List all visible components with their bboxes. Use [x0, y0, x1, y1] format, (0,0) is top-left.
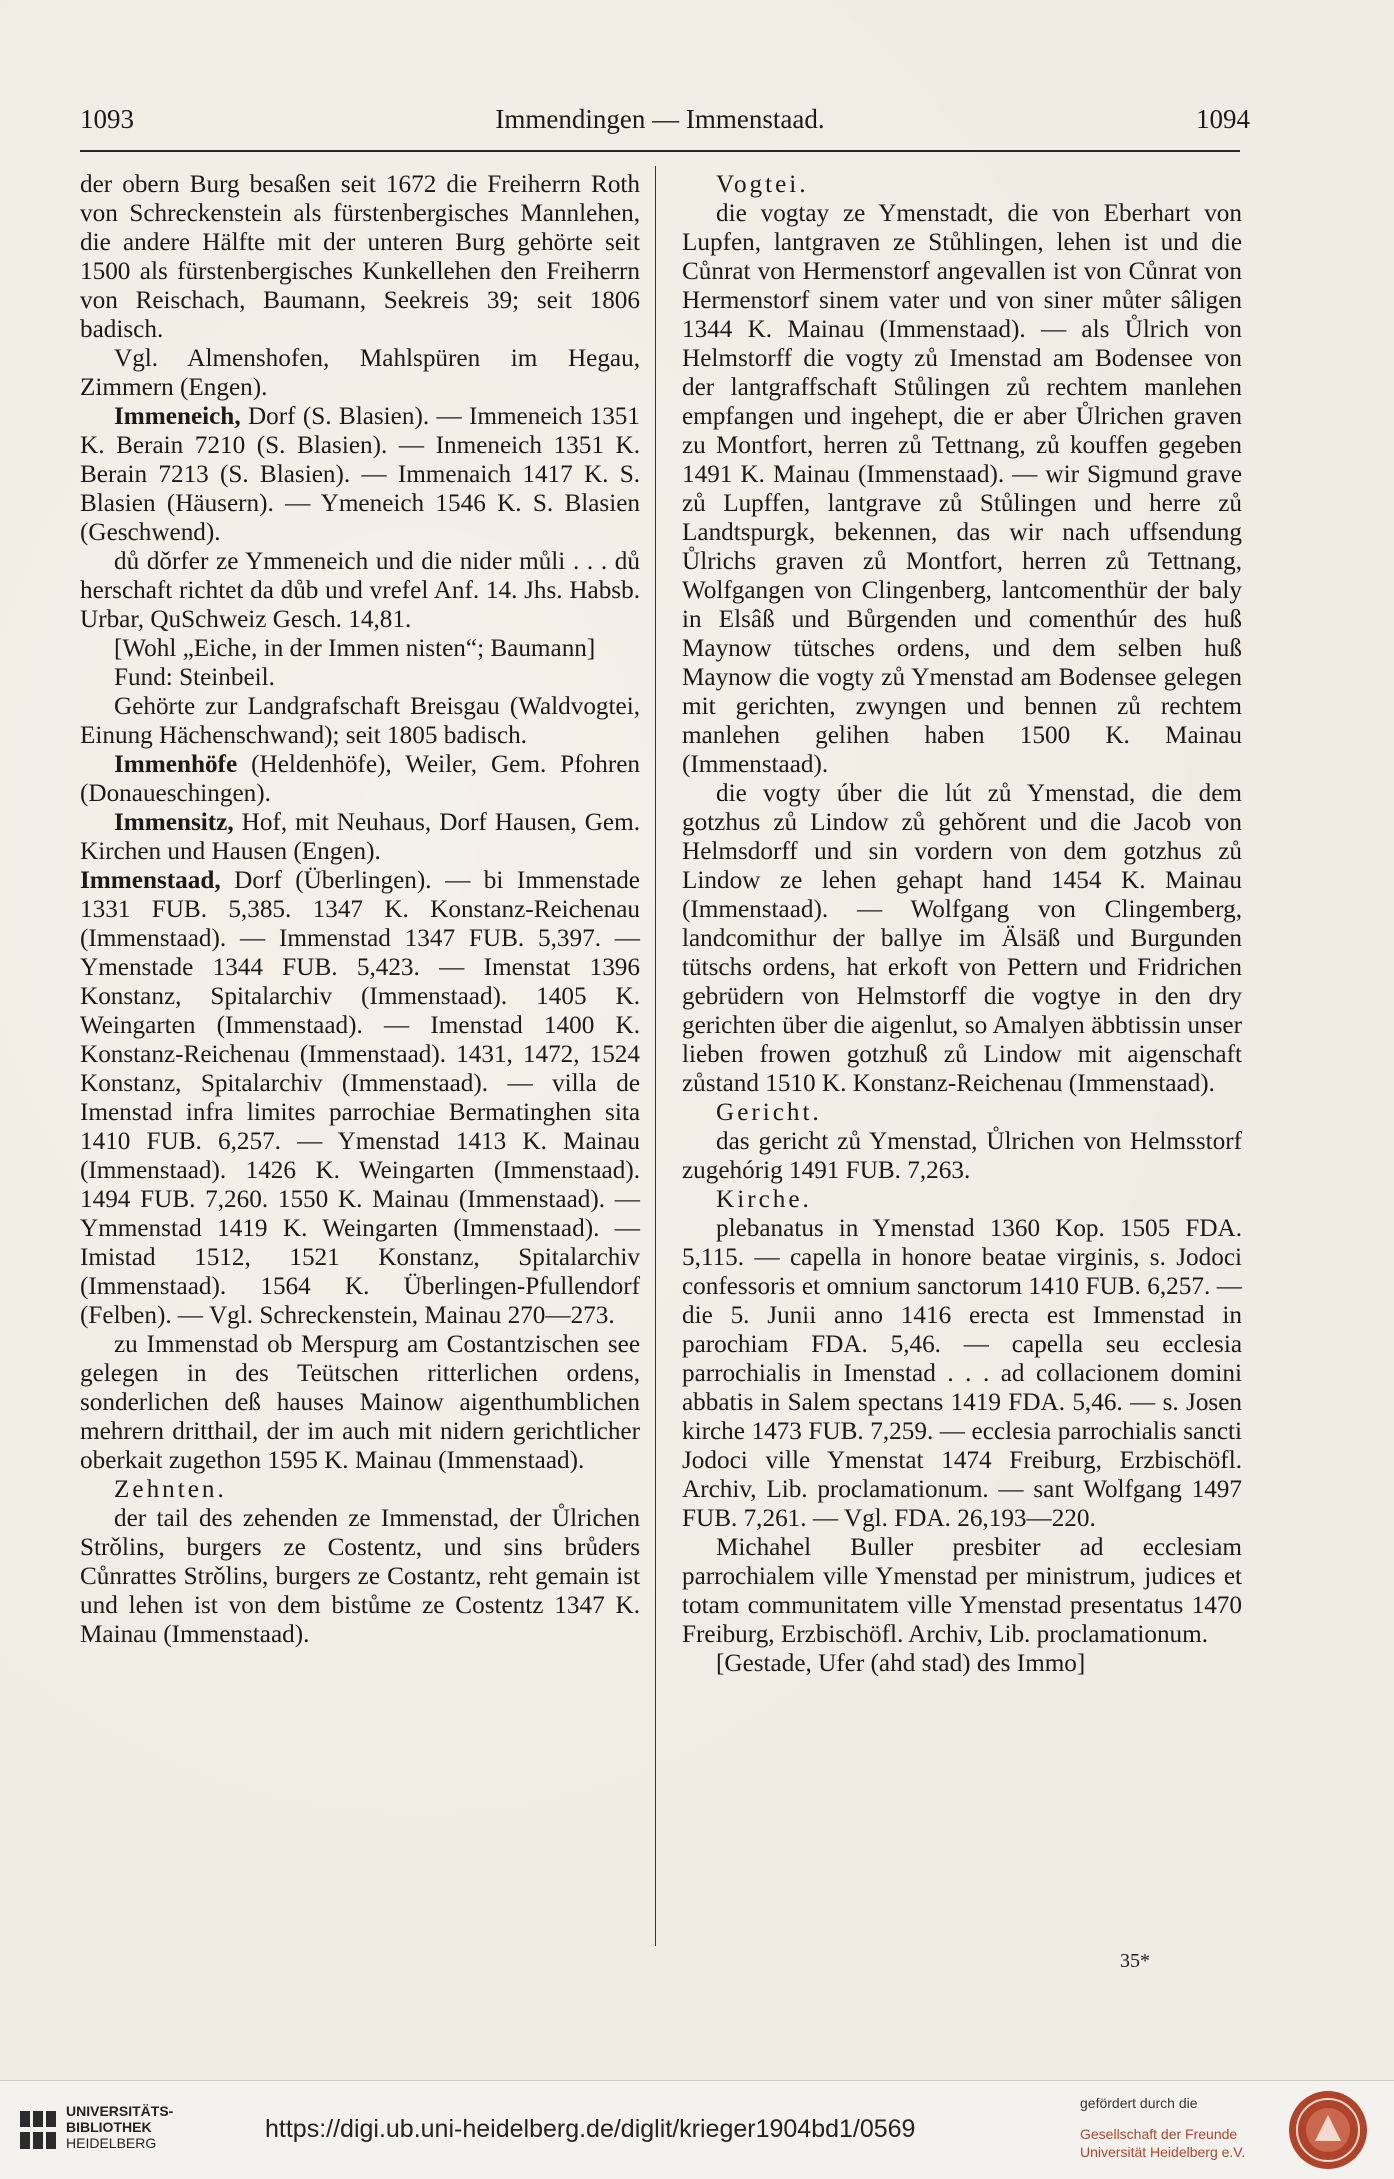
left-column — [80, 170, 640, 1649]
section-heading: Zehnten. — [114, 1476, 227, 1503]
entry-headword: Immeneich, — [114, 403, 241, 430]
right-column — [682, 170, 1242, 1678]
paragraph: der obern Burg besaßen seit 1672 die Freiherrn Roth von Schreckenstein als fürstenbergisches Mannlehen, die andere Hälfte mit der unteren Burg gehörte seit 1500 als fürstenbergisches Kunkellehen den Freiherrn von Reischach, Baumann, Seekreis 39; seit 1806 badisch. — [80, 171, 640, 343]
paragraph: Vgl. Almenshofen, Mahlspüren im Hegau, Zimmern (Engen). — [80, 345, 640, 401]
entry-headword: Immenstaad, — [80, 867, 221, 894]
viewer-footer — [0, 2080, 1394, 2179]
entry-headword: Immenhöfe — [114, 751, 238, 778]
running-title: Immendingen — Immenstaad. — [495, 104, 825, 134]
lexicon-entry — [80, 402, 640, 547]
library-name-line2: BIBLIOTHEK — [66, 2119, 152, 2135]
page-number-right: 1094 — [1196, 104, 1250, 134]
entry-text: (Heldenhöfe), Weiler, Gem. Pfohren (Donaueschingen). — [80, 751, 640, 807]
university-seal-icon — [1287, 2089, 1369, 2171]
paragraph: Gehörte zur Landgrafschaft Breisgau (Waldvogtei, Einung Hächenschwand); seit 1805 badisch. — [80, 693, 640, 749]
paragraph: Fund: Steinbeil. — [114, 664, 275, 691]
section-heading: Vogtei. — [716, 171, 809, 198]
paragraph: plebanatus in Ymenstad 1360 Kop. 1505 FDA. 5,115. — capella in honore beatae virginis, s. Jodoci confessoris et omnium sanctorum 1410 FUB. 6,257. — die 5. Junii anno 1416 erecta est Immenstad in parochiam FDA. 5,46. — capella seu ecclesia parrochialis in Imenstad . . . ad collacionem domini abbatis in Salem spectans 1419 FDA. 5,46. — s. Josen kirche 1473 FUB. 7,259. — ecclesia parrochialis sancti Jodoci ville Ymenstat 1474 Freiburg, Erzbischöfl. Archiv, Lib. proclamationum. — sant Wolfgang 1497 FUB. 7,261. — Vgl. FDA. 26,193—220. — [682, 1215, 1242, 1532]
column-divider — [655, 166, 656, 1946]
library-name-line3: HEIDELBERG — [66, 2135, 157, 2151]
paragraph: der tail des zehenden ze Immenstad, der Ůlrichen Strǒlins, burgers ze Costentz, und sins brůders Cůnrattes Strǒlins, burgers ze Costantz, reht gemain ist und lehen ist von dem bistůme ze Costentz 1347 K. Mainau (Immenstaad). — [80, 1505, 640, 1648]
section-heading: Kirche. — [716, 1186, 812, 1213]
signature-mark: 35* — [1120, 1950, 1150, 1972]
paragraph: zu Immenstad ob Merspurg am Costantzischen see gelegen in des Teütschen ritterlichen ordens, sonderlichen deß hauses Mainow aigenthumblichen mehrern dritthail, der im auch mit nidern gerichtlicher oberkait zugethon 1595 K. Mainau (Immenstaad). — [80, 1331, 640, 1474]
section-heading: Gericht. — [716, 1099, 822, 1126]
paragraph: [Wohl „Eiche, in der Immen nisten“; Baumann] — [114, 635, 596, 662]
lexicon-entry — [80, 750, 640, 808]
paragraph: dů dǒrfer ze Ymmeneich und die nider můli . . . dů herschaft richtet da důb und vrefel Anf. 14. Jhs. Habsb. Urbar, QuSchweiz Gesch. 14,81. — [80, 548, 640, 633]
entry-text: Dorf (Überlingen). — bi Immenstade 1331 FUB. 5,385. 1347 K. Konstanz-Reichenau (Immenstaad). — Immenstad 1347 FUB. 5,397. — Ymenstade 1344 FUB. 5,423. — Imenstat 1396 Konstanz, Spitalarchiv (Immenstaad). 1405 K. Weingarten (Immenstaad). — Imenstad 1400 K. Konstanz-Reichenau (Immenstaad). 1431, 1472, 1524 Konstanz, Spitalarchiv (Immenstaad). — villa de Imenstad infra limites parrochiae Bermatinghen sita 1410 FUB. 6,257. — Ymenstad 1413 K. Mainau (Immenstaad). 1426 K. Weingarten (Immenstaad). 1494 FUB. 7,260. 1550 K. Mainau (Immenstaad). — Ymmenstad 1419 K. Weingarten (Immenstaad). — Imistad 1512, 1521 Konstanz, Spitalarchiv (Immenstaad). 1564 K. Überlingen-Pfullendorf (Felben). — Vgl. Schreckenstein, Mainau 270—273. — [80, 867, 640, 1329]
library-logo-icon — [18, 2107, 58, 2153]
library-name — [66, 2103, 173, 2151]
running-head — [70, 90, 1250, 140]
entry-text: Hof, mit Neuhaus, Dorf Hausen, Gem. Kirchen und Hausen (Engen). — [80, 809, 640, 865]
permalink-url[interactable]: https://digi.ub.uni-heidelberg.de/diglit/krieger1904bd1/0569 — [265, 2115, 916, 2143]
entry-headword: Immensitz, — [114, 809, 234, 836]
entry-text: Dorf (S. Blasien). — Immeneich 1351 K. Berain 7210 (S. Blasien). — Inmeneich 1351 K. Berain 7213 (S. Blasien). — Immenaich 1417 K. S. Blasien (Häusern). — Ymeneich 1546 K. S. Blasien (Geschwend). — [80, 403, 640, 546]
lexicon-entry — [80, 808, 640, 866]
sponsor-label: gefördert durch die — [1080, 2095, 1198, 2111]
book-page — [70, 90, 1290, 2050]
sponsor-name-line1: Gesellschaft der Freunde — [1080, 2126, 1238, 2142]
page-number-left: 1093 — [80, 104, 134, 134]
paragraph: die vogty úber die lút zů Ymenstad, die dem gotzhus zů Lindow zů gehǒrent und die Jacob von Helmsdorff und sin vordern von dem gotzhus zů Lindow ze lehen gehapt hand 1454 K. Mainau (Immenstaad). — Wolfgang von Clingemberg, landcomithur der ballye im Älsäß und Burgunden tütschs ordens, hat erkoft von Pettern und Fridrichen gebrüdern von Helmstorff die vogtye in den dry gerichten über die aigenlut, so Amalyen äbbtissin unser lieben frowen gotzhuß zů Lindow mit aigenschaft zůstand 1510 K. Konstanz-Reichenau (Immenstaad). — [682, 780, 1242, 1097]
sponsor-name — [1080, 2125, 1245, 2161]
paragraph: Michahel Buller presbiter ad ecclesiam parrochialem ville Ymenstad per ministrum, judices et totam communitatem ville Ymenstad presentatus 1470 Freiburg, Erzbischöfl. Archiv, Lib. proclamationum. — [682, 1534, 1242, 1648]
paragraph: [Gestade, Ufer (ahd stad) des Immo] — [716, 1650, 1086, 1677]
library-name-line1: UNIVERSITÄTS- — [66, 2103, 174, 2119]
sponsor-name-line2: Universität Heidelberg e.V. — [1080, 2144, 1246, 2160]
header-rule — [80, 150, 1240, 152]
paragraph: das gericht zů Ymenstad, Ůlrichen von Helmsstorf zugehórig 1491 FUB. 7,263. — [682, 1128, 1242, 1184]
paragraph: die vogtay ze Ymenstadt, die von Eberhart von Lupfen, lantgraven ze Stůhlingen, lehen ist und die Cůnrat von Hermenstorf angevallen ist von Cůnrat von Hermenstorf sinem vater und von siner můter sâligen 1344 K. Mainau (Immenstaad). — als Ůlrich von Helmstorff die vogty zů Imenstad am Bodensee von der lantgraffschaft Stůlingen zů rechtem manlehen empfangen und ingehept, die er aber Ůlrichen graven zu Montfort, herren zů Tettnang, zů kouffen gegeben 1491 K. Mainau (Immenstaad). — wir Sigmund grave zů Lupffen, lantgrave zů Stůlingen und herre zů Landtspurgk, bekennen, das wir nach uffsendung Ůlrichs graven zů Montfort, herren zů Tettnang, Wolfgangen von Clingenberg, lantcomenthür der baly in Elsâß und Bůrgenden und comenthúr des huß Maynow tütsches ordens, und dem selben huß Maynow die vogty zů Ymenstad am Bodensee gelegen mit gerichten, zwyngen und bennen zů rechtem manlehen gelihen haben 1500 K. Mainau (Immenstaad). — [682, 200, 1242, 778]
lexicon-entry — [80, 866, 640, 1330]
